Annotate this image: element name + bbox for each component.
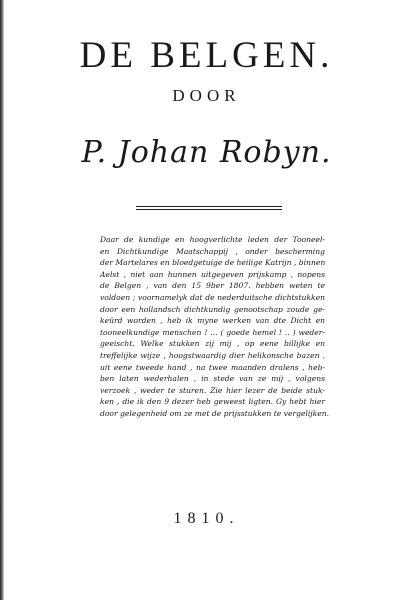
text-line: verzoek , weder te sturen. Zie hier lezer de beide stuk- (100, 385, 325, 395)
text-line: Aelst , niet aan hunnen uitgegeven prijskamp , nopens (100, 269, 325, 279)
text-line: ken , die ik den 9 dezer heb geweest ligten. Gy hebt hier (100, 397, 325, 407)
text-line: door gelegenheid om ze met de prijsstukken te vergelijken. (100, 408, 330, 418)
text-line: uit eene tweede hand , na twee maanden dralens , heb- (100, 362, 325, 372)
double-rule-divider (136, 206, 282, 211)
text-line: keürd worden , heb ik myne werken van dte Dicht en (100, 316, 325, 326)
text-line: en Dichtkundige Maatschappij , onder bescherming (100, 246, 325, 256)
text-line: door een hollandsch dichtkundig genootschap zoude ge- (100, 304, 325, 314)
text-line: Daar de kundige en hoogverlichte leden der Tooneel- (100, 235, 325, 244)
text-line: ben laten wederhalen , in stede van ze mij , volgens (100, 374, 325, 384)
page-title: DE BELGEN. (79, 35, 334, 76)
publication-year: 1810. (173, 510, 240, 527)
text-line: de Belgen , van den 15 9ber 1807. hebben weten te (100, 281, 325, 291)
text-line: voldoen ; voornamelyk dat de nederduitsche dichtstukken (100, 292, 325, 302)
text-line: tooneelkundige menschen ! ... ( goede hemel ! .. ) weder- (100, 327, 325, 337)
text-line: treffelijke wijze , hoogstwaardig dier helikonsche bazen , (100, 350, 325, 360)
byline: DOOR (172, 86, 241, 105)
preface-paragraph (100, 234, 330, 420)
text-line: der Martelares en bloedgetuige de heilige Katrijn , binnen (100, 258, 326, 268)
author-name: P. Johan Robyn. (81, 135, 332, 170)
text-line: geeischt. Welke stukken zij mij , op eene billijke en (100, 339, 325, 349)
